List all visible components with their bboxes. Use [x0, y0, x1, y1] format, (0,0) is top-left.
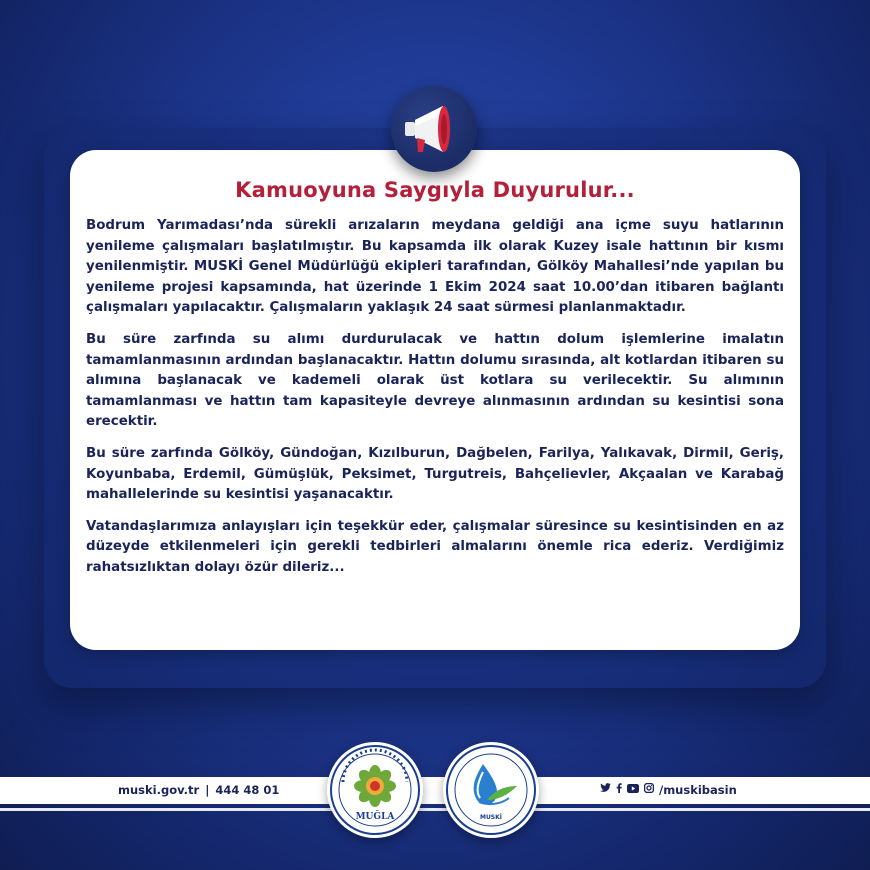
facebook-icon[interactable] — [616, 783, 622, 797]
muski-logo — [443, 742, 539, 838]
instagram-icon[interactable] — [644, 783, 654, 797]
water-drop-emblem-icon — [443, 742, 539, 838]
notice-paragraph: Bu süre zarfında su alımı durdurulacak ve hattın dolum işlemlerine imalatın tamamlanmasının ardından başlanacaktır. Hattın dolumu sırasında, alt kotlardan itibaren su alımına başlanacak ve kademeli olarak üst kotlara su verilecektir. Su alımının tamamlanması ve hattın tam kapasiteyle devreye alınmasının ardından su kesintisi sona erecektir. — [86, 331, 784, 430]
notice-paragraph: Bu süre zarfında Gölköy, Gündoğan, Kızılburun, Dağbelen, Farilya, Yalıkavak, Dirmil, Geriş, Koyunbaba, Erdemil, Gümüşlük, Peksimet, Turgutreis, Bahçelievler, Akçaalan ve Karabağ mahallelerinde su kesintisi yaşanacaktır. — [86, 445, 784, 503]
megaphone-icon — [399, 98, 469, 160]
website-link[interactable]: muski.gov.tr — [118, 783, 200, 797]
footer-separator: | — [205, 783, 210, 797]
social-handle[interactable]: /muskibasin — [659, 783, 737, 797]
municipality-emblem-icon — [327, 742, 423, 838]
footer-divider — [0, 808, 870, 811]
phone-number[interactable]: 444 48 01 — [215, 783, 280, 797]
twitter-icon[interactable] — [600, 783, 611, 797]
notice-title: Kamuoyuna Saygıyla Duyurulur... — [235, 178, 635, 202]
megaphone-badge — [391, 86, 477, 172]
logo-caption: MUSKİ — [479, 814, 503, 821]
notice-body — [86, 216, 784, 590]
notice-paragraph: Vatandaşlarımıza anlayışları için teşekkür eder, çalışmalar süresince su kesintisinden en az düzeyde etkilenmeleri için gerekli tedbirleri almalarını önemle rica ederiz. Verdiğimiz rahatsızlıktan dolayı özür dileriz... — [86, 518, 784, 575]
notice-paragraph: Bodrum Yarımadası’nda sürekli arızaların meydana geldiği ana içme suyu hatlarının yenileme çalışmaları başlatılmıştır. Bu kapsamda ilk olarak Kuzey isale hattının bir kısmı yenilenmiştir. MUSKİ Genel Müdürlüğü ekipleri tarafından, Gölköy Mahallesi’nde yapılan bu yenileme projesi kapsamında, hat üzerinde 1 Ekim 2024 saat 10.00’dan itibaren bağlantı çalışmaları yapılacaktır. Çalışmaların yaklaşık 24 saat sürmesi planlanmaktadır. — [86, 218, 784, 316]
logo-caption: MUĞLA — [355, 812, 395, 822]
footer-social — [600, 783, 737, 797]
youtube-icon[interactable] — [627, 784, 639, 797]
footer-contact — [118, 783, 279, 797]
mugla-municipality-logo — [327, 742, 423, 838]
